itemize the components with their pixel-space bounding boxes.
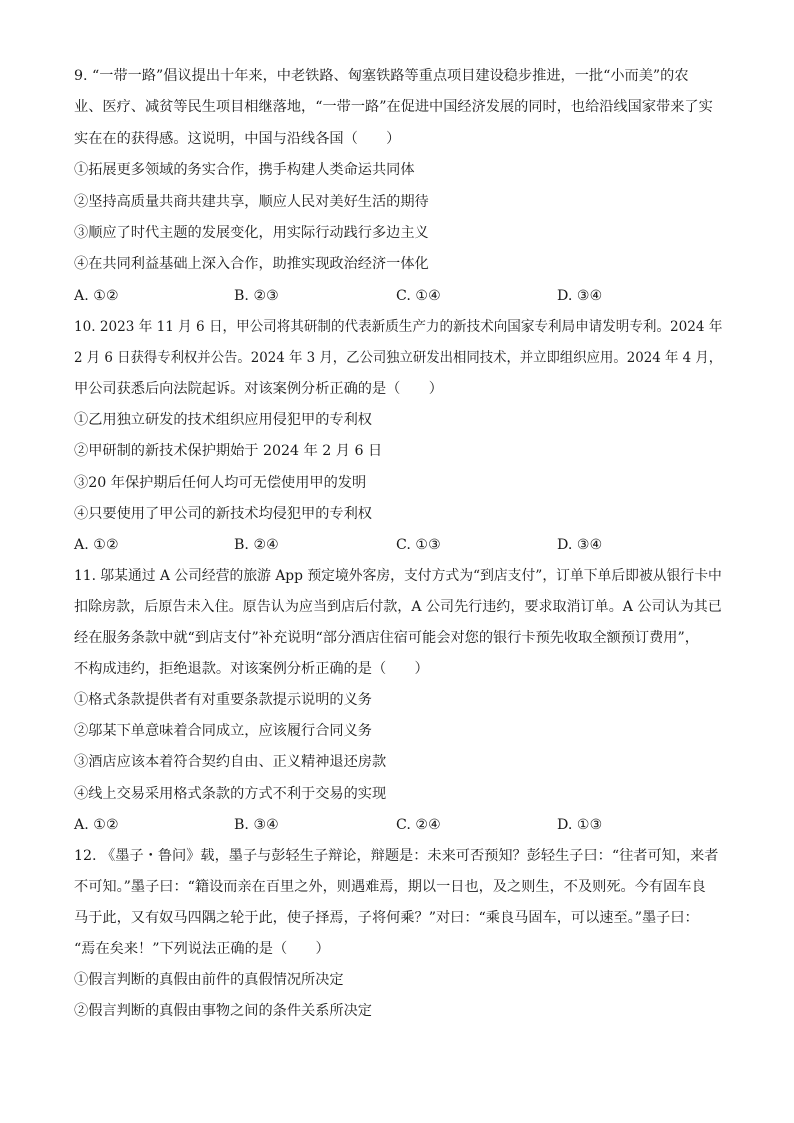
statement-item: ②假言判断的真假由事物之间的条件关系所决定 (74, 1003, 372, 1019)
question-stem-line: “焉在矣来！”下列说法正确的是（ ） (74, 941, 330, 957)
answer-option-c: C. ②④ (396, 817, 441, 833)
statement-item: ③20 年保护期后任何人均可无偿使用甲的发明 (74, 475, 367, 491)
answer-option-c: C. ①④ (396, 288, 441, 304)
answer-option-a: A. ①② (74, 288, 119, 304)
question-stem-line: 不构成违约，拒绝退款。对该案例分析正确的是（ ） (74, 661, 429, 677)
question-stem-line: 甲公司获悉后向法院起诉。对该案例分析正确的是（ ） (74, 381, 443, 397)
answer-option-b: B. ②③ (234, 288, 279, 304)
statement-item: ④线上交易采用格式条款的方式不利于交易的实现 (74, 786, 387, 802)
statement-item: ①拓展更多领域的务实合作，携手构建人类命运共同体 (74, 162, 415, 178)
question-stem-line: 经在服务条款中就“到店支付”补充说明“部分酒店住宿可能会对您的银行卡预先收取全额预订费用”， (74, 630, 699, 646)
statement-item: ②甲研制的新技术保护期始于 2024 年 2 月 6 日 (74, 443, 383, 459)
question-stem-line: 10. 2023 年 11 月 6 日，甲公司将其研制的代表新质生产力的新技术向国家专利局申请发明专利。2024 年 (74, 319, 723, 335)
statement-item: ④只要使用了甲公司的新技术均侵犯甲的专利权 (74, 506, 372, 522)
question-stem-line: 实在在的获得感。这说明，中国与沿线各国（ ） (74, 131, 401, 147)
answer-option-b: B. ③④ (234, 817, 279, 833)
answer-option-d: D. ③④ (557, 288, 603, 304)
answer-option-a: A. ①② (74, 817, 119, 833)
question-stem-line: 不可知。”墨子曰：“籍设而亲在百里之外，则遇难焉，期以一日也，及之则生，不及则死。今有固车良 (74, 879, 706, 895)
question-stem-line: 马于此，又有奴马四隅之轮于此，使子择焉，子将何乘？”对曰：“乘良马固车，可以速至。”墨子曰： (74, 910, 699, 926)
answer-option-b: B. ②④ (234, 537, 279, 553)
question-stem-line: 12. 《墨子・鲁问》载，墨子与彭轻生子辩论，辩题是：未来可否预知？彭轻生子曰：“往者可知，来者 (74, 848, 719, 864)
answer-option-d: D. ③④ (557, 537, 603, 553)
question-stem-line: 11. 邬某通过 A 公司经营的旅游 App 预定境外客房，支付方式为“到店支付”，订单下单后即被从银行卡中 (74, 568, 722, 584)
answer-option-c: C. ①③ (396, 537, 441, 553)
statement-item: ③顺应了时代主题的发展变化，用实际行动践行多边主义 (74, 225, 429, 241)
question-stem-line: 9. “一带一路”倡议提出十年来，中老铁路、匈塞铁路等重点项目建设稳步推进，一批“小而美”的农 (74, 68, 689, 84)
statement-item: ④在共同利益基础上深入合作，助推实现政治经济一体化 (74, 256, 429, 272)
answer-option-a: A. ①② (74, 537, 119, 553)
statement-item: ②坚持高质量共商共建共享，顺应人民对美好生活的期待 (74, 194, 429, 210)
statement-item: ②邬某下单意味着合同成立，应该履行合同义务 (74, 723, 372, 739)
question-stem-line: 业、医疗、减贫等民生项目相继落地，“一带一路”在促进中国经济发展的同时，也给沿线国家带来了实 (74, 99, 713, 115)
statement-item: ①假言判断的真假由前件的真假情况所决定 (74, 972, 344, 988)
statement-item: ①格式条款提供者有对重要条款提示说明的义务 (74, 692, 372, 708)
answer-option-d: D. ①③ (557, 817, 603, 833)
statement-item: ①乙用独立研发的技术组织应用侵犯甲的专利权 (74, 412, 372, 428)
statement-item: ③酒店应该本着符合契约自由、正义精神退还房款 (74, 754, 387, 770)
question-stem-line: 2 月 6 日获得专利权并公告。2024 年 3 月，乙公司独立研发出相同技术，并立即组织应用。2024 年 4 月， (74, 350, 723, 366)
question-stem-line: 扣除房款，后原告未入住。原告认为应当到店后付款，A 公司先行违约，要求取消订单。A 公司认为其已 (74, 599, 722, 615)
